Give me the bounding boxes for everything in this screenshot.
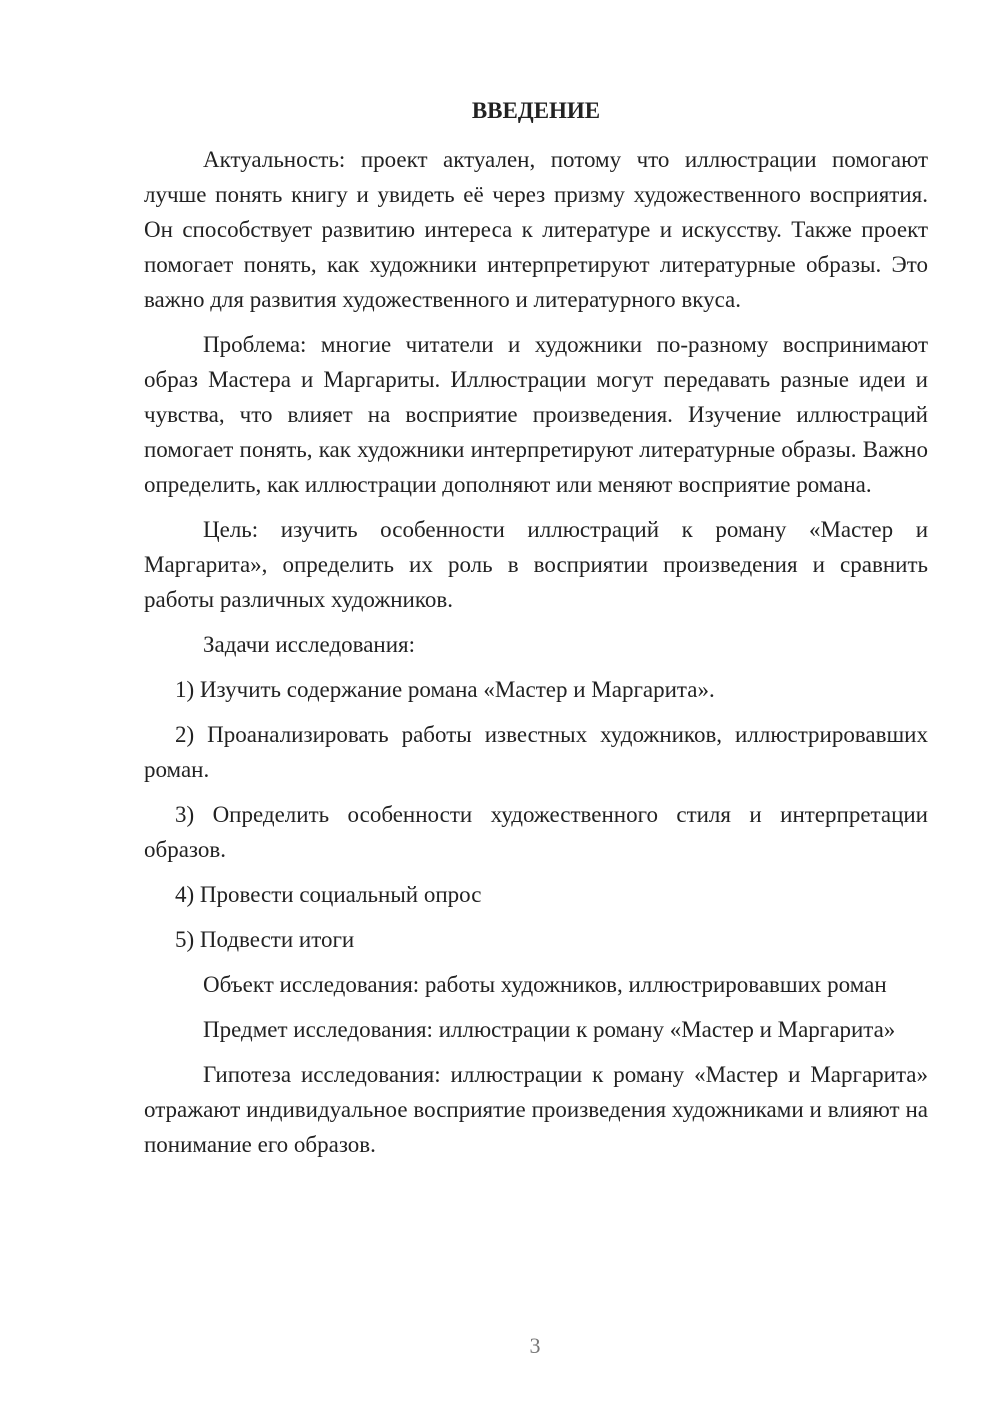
tasks-title: Задачи исследования: — [203, 632, 416, 657]
document-body — [144, 96, 928, 1172]
task-item-3: 3) Определить особенности художественного стиля и интерпретации образов. — [144, 802, 928, 862]
task-item-1: 1) Изучить содержание романа «Мастер и Маргарита». — [175, 677, 715, 702]
goal-paragraph: Цель: изучить особенности иллюстраций к роману «Мастер и Маргарита», определить их роль в восприятии произведения и сравнить работы различных художников. — [144, 517, 928, 612]
relevance-paragraph: Актуальность: проект актуален, потому что иллюстрации помогают лучше понять книгу и увидеть её через призму художественного восприятия. Он способствует развитию интереса к литературе и искусству. Также проект помогает понять, как художники интерпретируют литературные образы. Это важно для развития художественного и литературного вкуса. — [144, 147, 928, 312]
object-paragraph: Объект исследования: работы художников, иллюстрировавших роман — [203, 972, 887, 997]
subject-paragraph: Предмет исследования: иллюстрации к роману «Мастер и Маргарита» — [203, 1017, 896, 1042]
task-item-2: 2) Проанализировать работы известных художников, иллюстрировавших роман. — [144, 722, 928, 782]
page-number: 3 — [529, 1333, 541, 1358]
task-item-5: 5) Подвести итоги — [175, 927, 355, 952]
section-heading: ВВЕДЕНИЕ — [471, 98, 601, 123]
task-item-4: 4) Провести социальный опрос — [175, 882, 482, 907]
hypothesis-paragraph: Гипотеза исследования: иллюстрации к роману «Мастер и Маргарита» отражают индивидуальное восприятие произведения художниками и влияют на понимание его образов. — [144, 1062, 928, 1157]
problem-paragraph: Проблема: многие читатели и художники по-разному воспринимают образ Мастера и Маргариты. Иллюстрации могут передавать разные идеи и чувства, что влияет на восприятие произведения. Изучение иллюстраций помогает понять, как художники интерпретируют литературные образы. Важно определить, как иллюстрации дополняют или меняют восприятие романа. — [144, 332, 928, 497]
